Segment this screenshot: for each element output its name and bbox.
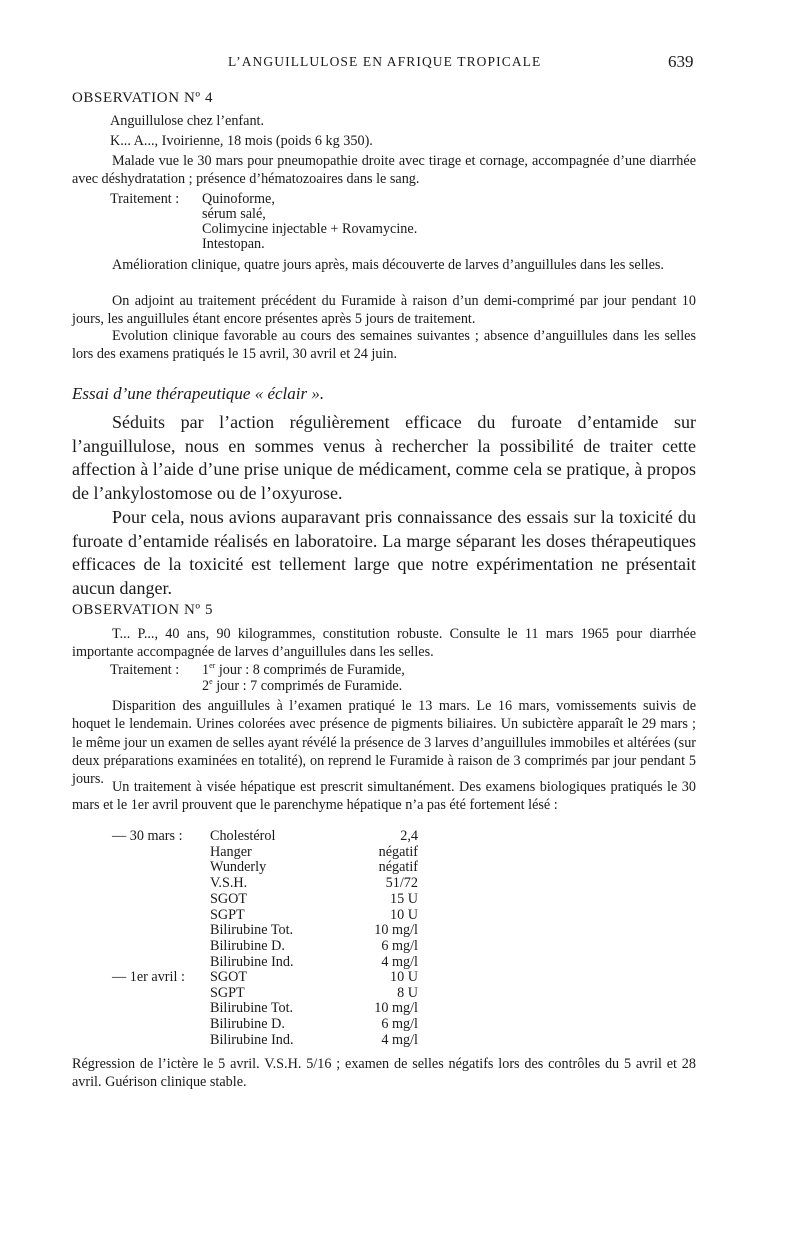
lab-test-name: SGPT bbox=[210, 906, 245, 923]
lab-test-value: négatif bbox=[378, 843, 418, 860]
lab-test-value: 51/72 bbox=[385, 875, 418, 892]
obs4-treatment-item: Intestopan. bbox=[202, 236, 265, 252]
obs4-treatment-item: Colimycine injectable + Rovamycine. bbox=[202, 221, 418, 237]
lab-test-name: SGOT bbox=[210, 890, 248, 907]
obs5-treatment-day-1: 1er jour : 8 comprimés de Furamide, bbox=[202, 661, 405, 678]
obs4-paragraph-1: Malade vue le 30 mars pour pneumopathie droite avec tirage et cornage, accompagnée d’une diarrhée avec déshydratation ; présence d’hématozoaires dans le sang. bbox=[72, 153, 696, 188]
section-paragraph-1: Séduits par l’action régulièrement efficace du furoate d’entamide sur l’anguillulose, nous en sommes venus à rechercher la possibilité de traiter cette affection à l’aide d’une prise unique de médicament, comme cela se pratique, à propos de l’ankylostomose ou de l’oxyurose. bbox=[72, 412, 696, 503]
lab-date: — 30 mars : bbox=[112, 828, 183, 844]
lab-test-value: 10 mg/l bbox=[374, 1000, 418, 1017]
obs5-treatment-label: Traitement : bbox=[110, 662, 180, 678]
lab-test-name: SGPT bbox=[210, 984, 245, 1001]
lab-test-value: 2,4 bbox=[400, 828, 418, 844]
lab-test-name: Hanger bbox=[210, 843, 252, 860]
lab-test-name: Bilirubine D. bbox=[210, 1016, 285, 1033]
obs4-paragraph-2: Amélioration clinique, quatre jours après, mais découverte de larves d’anguillules dans les selles. bbox=[112, 257, 664, 273]
lab-test-value: 6 mg/l bbox=[381, 1016, 418, 1033]
lab-test-name: Bilirubine D. bbox=[210, 937, 285, 954]
lab-test-name: Cholestérol bbox=[210, 828, 276, 844]
lab-test-value: 10 mg/l bbox=[374, 922, 418, 939]
lab-test-value: 6 mg/l bbox=[381, 937, 418, 954]
obs4-paragraph-3: On adjoint au traitement précédent du Furamide à raison d’un demi-comprimé par jour pendant 10 jours, les anguillules étant encore présentes après 5 jours de traitement. bbox=[72, 293, 696, 328]
obs4-treatment-label: Traitement : bbox=[110, 191, 180, 207]
running-title: L’ANGUILLULOSE EN AFRIQUE TROPICALE bbox=[228, 54, 542, 69]
lab-test-name: Wunderly bbox=[210, 859, 267, 876]
lab-test-value: 15 U bbox=[390, 890, 418, 907]
obs4-heading: OBSERVATION Nº 4 bbox=[72, 90, 214, 106]
lab-test-name: Bilirubine Ind. bbox=[210, 953, 294, 970]
lab-date: — 1er avril : bbox=[112, 969, 185, 985]
section-paragraph-2: Pour cela, nous avions auparavant pris connaissance des essais sur la toxicité du furoate d’entamide réalisés en laboratoire. La marge séparant les doses thérapeutiques efficaces de la toxicité est tellement large que notre expérimentation ne présentait aucun danger. bbox=[72, 507, 696, 598]
obs4-treatment-item: Quinoforme, bbox=[202, 191, 275, 207]
lab-test-value: 10 U bbox=[390, 906, 418, 923]
lab-test-name: Bilirubine Tot. bbox=[210, 1000, 294, 1017]
obs4-patient: K... A..., Ivoirienne, 18 mois (poids 6 kg 350). bbox=[110, 133, 373, 149]
obs5-paragraph-4: Régression de l’ictère le 5 avril. V.S.H. 5/16 ; examen de selles négatifs lors des contrôles du 5 avril et 28 avril. Guérison clinique stable. bbox=[72, 1056, 696, 1091]
obs4-subtitle: Anguillulose chez l’enfant. bbox=[110, 113, 265, 129]
lab-test-name: V.S.H. bbox=[210, 875, 248, 892]
lab-test-value: 8 U bbox=[397, 984, 418, 1001]
lab-test-value: négatif bbox=[378, 859, 418, 876]
obs5-paragraph-2: Disparition des anguillules à l’examen pratiqué le 13 mars. Le 16 mars, vomissements suivis de hoquet le lendemain. Urines colorées avec présence de pigments biliaires. Un subictère apparaît le 29 mars ; le même jour un examen de selles ayant révélé la présence de 3 larves d’anguillules immobiles et altérées (sur deux préparations examinées en totalité), on reprend le Furamide à raison de 3 comprimés par jour pendant 5 jours. bbox=[72, 698, 697, 788]
lab-test-name: Bilirubine Ind. bbox=[210, 1031, 294, 1048]
obs5-paragraph-1: T... P..., 40 ans, 90 kilogrammes, constitution robuste. Consulte le 11 mars 1965 pour diarrhée importante accompagnée de larves d’anguillules dans les selles. bbox=[72, 626, 696, 661]
obs5-treatment-day-2: 2e jour : 7 comprimés de Furamide. bbox=[202, 677, 403, 694]
lab-test-name: Bilirubine Tot. bbox=[210, 922, 294, 939]
lab-test-value: 4 mg/l bbox=[381, 1031, 418, 1048]
obs5-heading: OBSERVATION Nº 5 bbox=[72, 602, 214, 618]
obs4-paragraph-4: Evolution clinique favorable au cours des semaines suivantes ; absence d’anguillules dans les selles lors des examens pratiqués le 15 avril, 30 avril et 24 juin. bbox=[72, 328, 696, 363]
lab-test-name: SGOT bbox=[210, 969, 248, 985]
obs5-paragraph-3: Un traitement à visée hépatique est prescrit simultanément. Des examens biologiques pratiqués le 30 mars et le 1er avril prouvent que le parenchyme hépatique n’a pas été fortement lésé : bbox=[72, 779, 696, 814]
lab-test-value: 4 mg/l bbox=[381, 953, 418, 970]
section-title: Essai d’une thérapeutique « éclair ». bbox=[72, 384, 325, 403]
lab-test-value: 10 U bbox=[390, 969, 418, 985]
obs4-treatment-item: sérum salé, bbox=[202, 206, 266, 222]
page-number: 639 bbox=[668, 52, 694, 71]
